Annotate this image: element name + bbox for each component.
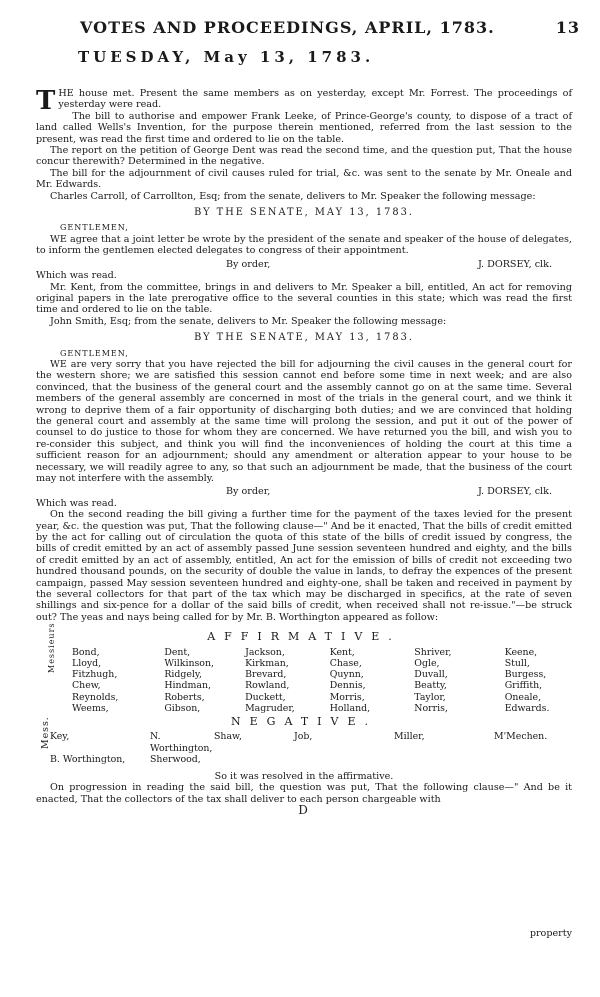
which-was-read: Which was read. <box>36 497 117 509</box>
drop-cap: T <box>36 86 56 116</box>
affirmative-heading: AFFIRMATIVE. <box>207 630 401 644</box>
names-column: Kent, Chase, Quynn, Dennis, Morris, Holland, <box>329 646 371 714</box>
senate-message: WE are very sorry that you have rejected the bill for adjourning the civil causes in the general court for the western shore; we are satisfied this session cannot end before some time in next week; and are also convinced, that the business of the general court and the assembly cannot go on at the same time. Several members of the general assembly are concerned in most of the trials in the general court, and we think it wrong to deprive them of a fair opportunity of discharging both duties; and we are convinced that holding the general court and assembly at the same time will prolong the session, and put it out of the power of counsel to do justice to those for whom they are concerned. We have returned you the bill, and wish you to re-consider this subject, and think you will find the inconveniences of holding the court at this time a sufficient reason for an adjournment; should any amendment or alteration appear to your house to be necessary, we will readily agree to any, so that such an adjournment be made, that the business of the court may not interfere with the assembly. <box>36 358 572 484</box>
paragraph: Mr. Kent, from the committee, brings in and delivers to Mr. Speaker a bill, entitled, An act for removing original papers in the late prerogative office to the several counties in this state; which was read the first time and ordered to lie on the table. <box>36 281 572 316</box>
which-was-read: Which was read. <box>36 270 117 282</box>
paragraph: The bill to authorise and empower Frank Leeke, of Prince-George's county, to dispose of a tract of land called Wells's Invention, for the purpose therein mentioned, referred from the last session to the present, was read the first time and ordered to lie on the table. <box>36 110 572 145</box>
by-order: By order, <box>226 486 271 498</box>
body-text <box>36 88 572 817</box>
paragraph: On progression in reading the said bill, the question was put, That the following clause—" And be it enacted, That the collectors of the tax shall deliver to each person chargeable with <box>36 782 572 805</box>
paragraph: Charles Carroll, of Carrollton, Esq; from the senate, delivers to Mr. Speaker the following message: <box>50 190 536 202</box>
opening-paragraph: THE house met. Present the same members as on yesterday, except Mr. Forrest. The proceedings of yesterday were read. <box>36 86 572 116</box>
names-column: Keene, Stull, Burgess, Griffith, Oneale, Edwards. <box>504 646 550 714</box>
negative-names: Mess. Key, N. Worthington, Shaw, Job, Miller, M'Mechen. B. Worthington, Sherwood, <box>40 716 548 765</box>
signature-mark: D <box>298 803 310 818</box>
paragraph: On the second reading the bill giving a further time for the payment of the taxes levied for the present year, &c. the question was put, That the following clause—" And be it enacted, That the bills of credit emitted by the act for calling out of circulation the quota of this state of the bills of credit issued by congress, the bills of credit emitted by an act of assembly passed June session seventeen hundred and eighty, and the bills of credit emitted by an act of assembly, entitled, An act for the emission of bills of credit not exceeding two hundred thousand pounds, on the security of double the value in lands, to defray the expences of the present campaign, passed May session seventeen hundred and eighty-one, shall be taken and received in payment by the several collectors for that part of the tax which may be discharged in specifics, at the rate of seven shillings and six-pence for a dollar of the said bills of credit, when received shall not re-issue."—be struck out? The yeas and nays being called for by Mr. B. Worthington appeared as follow: <box>36 509 572 623</box>
order-line <box>36 259 572 270</box>
paragraph: The report on the petition of George Dent was read the second time, and the question put, That the house concur therewith? Determined in the negative. <box>36 145 572 168</box>
page-number: 13 <box>555 18 580 37</box>
names-column: Bond, Lloyd, Fitzhugh, Chew, Reynolds, Weems, <box>72 646 119 714</box>
negative-heading: NEGATIVE. <box>231 714 377 728</box>
salutation: GENTLEMEN, <box>60 348 129 358</box>
clerk-signature: J. DORSEY, clk. <box>477 486 552 498</box>
date-heading: TUESDAY, May 13, 1783. <box>78 48 375 66</box>
resolved-line: So it was resolved in the affirmative. <box>214 770 394 782</box>
names-column: Shriver, Ogle, Duvall, Beatty, Taylor, Norris, <box>414 646 452 714</box>
order-line <box>36 486 572 497</box>
senate-message: WE agree that a joint letter be wrote by the president of the senate and speaker of the house of delegates, to inform the gentlemen elected delegates to congress of their appointment. <box>36 233 572 257</box>
names-column: Dent, Wilkinson, Ridgely, Hindman, Roberts, Gibson, <box>164 646 214 714</box>
paragraph: John Smith, Esq; from the senate, delivers to Mr. Speaker the following message: <box>50 315 447 327</box>
names-column: Jackson, Kirkman, Brevard, Rowland, Duckett, Magruder, <box>245 646 295 714</box>
catchword: property <box>529 928 572 939</box>
senate-heading: BY THE SENATE, MAY 13, 1783. <box>194 332 414 344</box>
paragraph: The bill for the adjournment of civil causes ruled for trial, &c. was sent to the senate by Mr. Oneale and Mr. Edwards. <box>36 167 572 191</box>
by-order: By order, <box>226 258 271 270</box>
running-head <box>80 18 580 37</box>
mess-label: Mess. <box>40 716 51 750</box>
messieurs-label: Messieurs <box>47 622 56 673</box>
salutation: GENTLEMEN, <box>60 223 129 233</box>
senate-heading: BY THE SENATE, MAY 13, 1783. <box>194 207 414 219</box>
running-title: VOTES AND PROCEEDINGS, APRIL, 1783. <box>80 18 495 37</box>
clerk-signature: J. DORSEY, clk. <box>477 258 552 270</box>
